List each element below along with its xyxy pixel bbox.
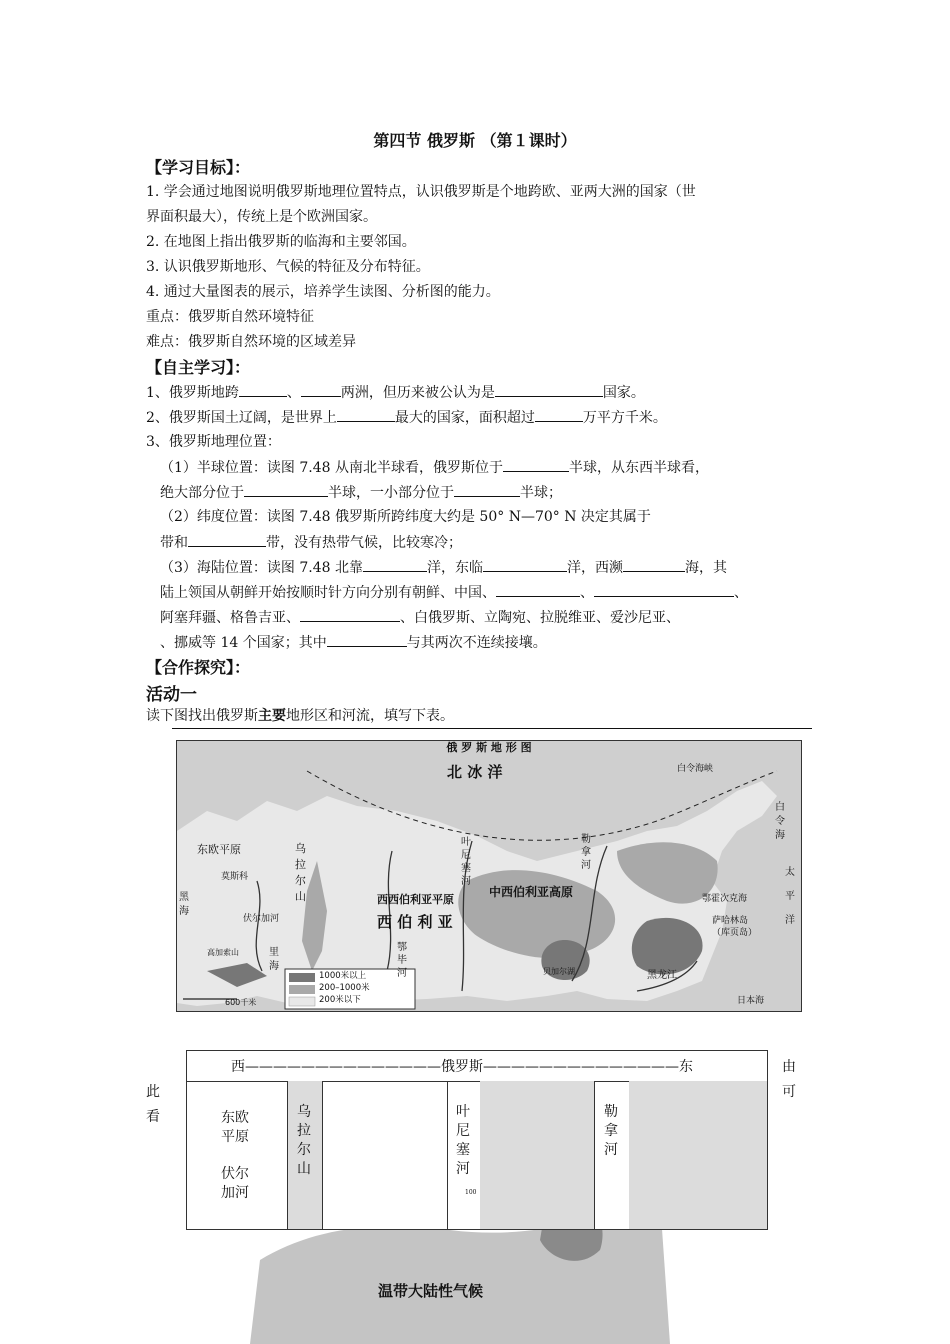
cell-ural: 乌拉尔山 — [297, 1104, 311, 1177]
blank-field[interactable] — [503, 455, 569, 472]
blank-field[interactable] — [239, 380, 287, 397]
legend-swatch-mid — [289, 985, 315, 994]
scale-label: 600千米 — [225, 998, 257, 1007]
label-lena: 勒拿河 — [581, 834, 591, 871]
question-3-2b: 带和 带，没有热带气候，比较寒冷； — [160, 530, 462, 556]
objective-4: 4. 通过大量图表的展示，培养学生读图、分析图的能力。 — [146, 284, 500, 300]
blank-field[interactable] — [337, 405, 395, 422]
legend-high: 1000米以上 — [319, 971, 367, 981]
label-bering-strait: 白令海峡 — [677, 764, 714, 774]
page-title: 第四节 俄罗斯 （第１课时） — [373, 131, 577, 150]
legend-mid: 200–1000米 — [319, 983, 370, 993]
objective-1a: 1. 学会通过地图说明俄罗斯地理位置特点，认识俄罗斯是个地跨欧、亚两大洲的国家（世 — [146, 184, 696, 200]
label-volga: 伏尔加河 — [243, 914, 280, 924]
label-amur: 黑龙江 — [647, 970, 677, 981]
cell-lena: 勒拿河 — [604, 1104, 618, 1158]
side-right-2: 可 — [782, 1084, 796, 1100]
legend-swatch-low — [289, 997, 315, 1006]
east-column[interactable] — [629, 1081, 767, 1229]
label-east-european-plain: 东欧平原 — [197, 843, 241, 856]
label-okhotsk: 鄂霍次克海 — [702, 894, 748, 904]
label-pacific: 太平洋 — [785, 867, 795, 926]
blank-field[interactable] — [496, 580, 580, 597]
blank-field[interactable] — [300, 605, 400, 622]
cell-east-european-plain-2: 平原 — [221, 1129, 249, 1145]
blank-field[interactable] — [594, 580, 734, 597]
blank-field[interactable] — [535, 405, 583, 422]
cell-yenisei: 叶尼塞河 — [456, 1104, 470, 1177]
difficulty: 难点：俄罗斯自然环境的区域差异 — [146, 334, 356, 350]
label-c-siberian-plateau: 中西伯利亚高原 — [489, 885, 574, 899]
cooperation-heading: 【合作探究】： — [146, 658, 251, 677]
legend-low: 200米以下 — [319, 995, 361, 1005]
objectives-heading: 【学习目标】： — [146, 158, 251, 177]
terrain-table — [186, 1050, 768, 1230]
label-moscow: 莫斯科 — [221, 872, 249, 882]
label-sakhalin: 萨哈林岛 — [712, 916, 749, 926]
blank-field[interactable] — [188, 530, 266, 547]
label-ural: 乌拉尔山 — [295, 842, 306, 903]
side-right-1: 由 — [782, 1059, 796, 1075]
question-1: 1、俄罗斯地跨 、 两洲，但历来被公认为是 国家。 — [146, 380, 645, 406]
label-w-siberian-plain: 西西伯利亚平原 — [377, 893, 454, 906]
key-point: 重点：俄罗斯自然环境特征 — [146, 309, 314, 325]
question-3-3a: （3）海陆位置：读图 7.48 北靠 洋，东临 洋，西濒 海，其 — [160, 555, 727, 581]
label-yenisei: 叶尼塞河 — [461, 837, 471, 887]
label-ob: 鄂毕河 — [397, 942, 407, 979]
blank-field[interactable] — [244, 480, 328, 497]
objective-1b: 界面积最大），传统上是个欧洲国家。 — [146, 209, 377, 225]
blank-field[interactable] — [301, 380, 341, 397]
map-title: 俄 罗 斯 地 形 图 — [446, 741, 532, 754]
label-siberia: 西 伯 利 亚 — [377, 913, 453, 931]
activity-title: 活动一 — [146, 685, 197, 705]
cell-east-european-plain-1: 东欧 — [221, 1110, 249, 1126]
label-sakhalin-sub: （库页岛） — [712, 928, 758, 938]
label-caucasus: 高加索山 — [207, 948, 239, 957]
question-3-2a: （2）纬度位置：读图 7.48 俄罗斯所跨纬度大约是 50° N—70° N 决定其属于 — [160, 509, 651, 525]
label-japan-sea: 日本海 — [737, 996, 765, 1006]
question-3-3c: 阿塞拜疆、格鲁吉亚、 、白俄罗斯、立陶宛、拉脱维亚、爱沙尼亚、 — [160, 605, 680, 631]
label-bering-sea: 白令海 — [775, 802, 785, 841]
blank-field[interactable] — [454, 480, 520, 497]
question-3-1a: （1）半球位置：读图 7.48 从南北半球看，俄罗斯位于 半球，从东西半球看， — [160, 455, 709, 481]
self-study-heading: 【自主学习】： — [146, 358, 251, 377]
label-caspian: 里海 — [269, 947, 279, 972]
cell-volga-1: 伏尔 — [221, 1166, 249, 1182]
side-left-2: 看 — [146, 1109, 160, 1125]
russia-terrain-map — [176, 740, 802, 1012]
blank-field[interactable] — [495, 380, 603, 397]
question-2: 2、俄罗斯国土辽阔，是世界上 最大的国家，面积超过 万平方千米。 — [146, 405, 667, 431]
blank-field[interactable] — [363, 555, 427, 572]
question-3: 3、俄罗斯地理位置： — [146, 434, 281, 450]
legend-swatch-high — [289, 973, 315, 982]
blank-field[interactable] — [483, 555, 567, 572]
divider — [172, 728, 812, 729]
question-3-1b: 绝大部分位于 半球，一小部分位于 半球； — [160, 480, 562, 506]
label-black-sea: 黑海 — [179, 892, 189, 917]
label-arctic-ocean: 北 冰 洋 — [447, 763, 503, 781]
climate-label: 温带大陆性气候 — [378, 1282, 484, 1300]
objective-3: 3. 认识俄罗斯地形、气候的特征及分布特征。 — [146, 259, 430, 275]
central-column[interactable] — [480, 1081, 594, 1229]
table-header: 西——————————————俄罗斯——————————————东 — [231, 1059, 693, 1075]
label-baikal: 贝加尔湖 — [543, 967, 575, 976]
question-3-3b: 陆上领国从朝鲜开始按顺时针方向分别有朝鲜、中国、 、 、 — [160, 580, 748, 606]
side-left-1: 此 — [146, 1084, 160, 1100]
blank-field[interactable] — [327, 630, 407, 647]
tick-label: 100 — [465, 1189, 477, 1196]
cell-volga-2: 加河 — [221, 1185, 249, 1201]
table-header-row — [187, 1051, 767, 1082]
activity-instruction: 读下图找出俄罗斯主要地形区和河流，填写下表。 — [146, 708, 454, 724]
objective-2: 2. 在地图上指出俄罗斯的临海和主要邻国。 — [146, 234, 416, 250]
blank-field[interactable] — [623, 555, 685, 572]
question-3-3d: 、挪威等 14 个国家；其中 与其两次不连续接壤。 — [160, 630, 547, 656]
